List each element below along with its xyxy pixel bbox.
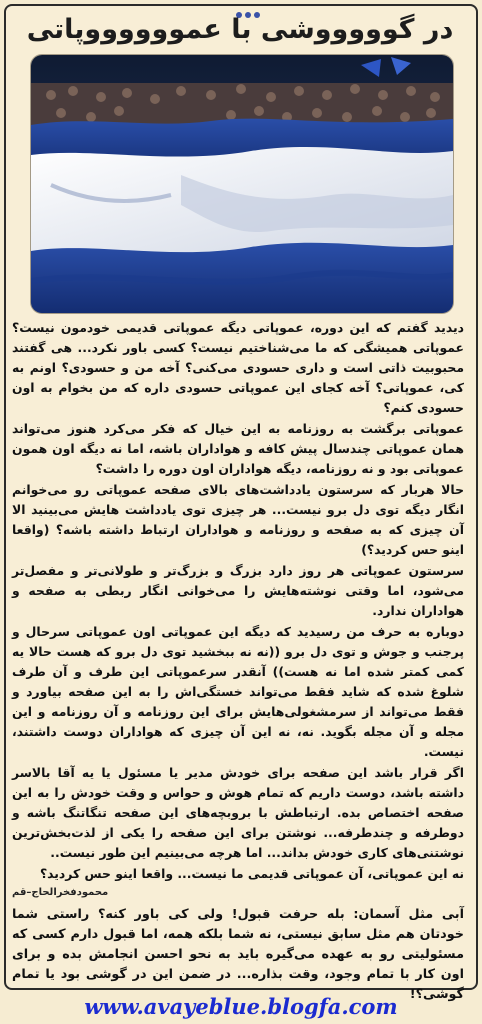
article-paragraph: دیدید گفتم که این دوره، عموپاتی دیگه عموپاتی قدیمی خودمون نیست؟ عموپاتی همیشگی که ما می‌شناختیم نیست؟ کسی باور نکرد... هی گفتند محبوبیت ذاتی است و داری حسودی می‌کنی؟ آخه من و حسودی؟ اونم به کی، عموپاتی؟ آخه کجای این عموپاتی حسودی داره که من بخوام به اون حسودی کنم؟ [12,320,464,415]
reply-text: بله حرفت قبول! ولی کی باور کنه؟ راستی شما خودتان هم مثل سابق نیستی، نه شما بلکه همه، اما قبول دارم کسی که مسئولیتی رو به عهده می‌گیره باید به نحو احسن انجامش بده و برای اون کار با تمام وجود، وقت بذاره... در ضمن این در گوشی بود یا تمام گوشی؟! [12,907,464,1002]
article-paragraph: اگر قرار باشد این صفحه برای خودش مدیر یا مسئول یا یه آقا بالاسر داشته باشد، دوست داریم که تمام هوش و حواس و وقت خودش را به این صفحه اختصاص بده. ارتباطش با بروبچه‌های این صفحه تنگاتنگ باشه و دوطرفه و چندطرفه... نوشتن برای این صفحه را یکی از لذت‌بخش‌ترین نوشتنی‌های کاری خودش بداند... اما هرچه می‌بینیم این طور نیست.. [12,765,464,860]
editor-reply [12,905,464,1005]
article-paragraph: دوباره به حرف من رسیدید که دیگه این عموپاتی اون عموپاتی سرحال و پرجنب و جوش و توی دل برو ((نه نه ببخشید توی دل برو که هست حالا یه کمی کمتر شده اما نه هست)) آنقدر سرعموپاتی این طرف و آن طرف شلوغ شده که شاید فقط می‌تواند خستگی‌اش را به این صفحه بیاورد و فقط می‌تواند از سرمشغولی‌هایش برای این روزنامه و آن روزنامه و این مجله و آن مجله بگوید. نه، نه این آن چیزی که هواداران دوست داشتند، نیست. [12,624,464,759]
article-title: در گوووووشی با عمووووووپاتی [26,14,454,45]
reply-speaker: آبی مثل آسمان: [353,907,464,922]
article-body [12,318,464,1005]
article-paragraph: عموپاتی برگشت به روزنامه به این خیال که فکر می‌کرد هنوز می‌تواند همان عموپاتی چندسال پیش کافه و هواداران باشه، اما نه دیگه اون همون عموپاتی بود و نه روزنامه، دیگه هواداران اون دوره را داشت؟ [12,421,464,476]
article-paragraph: حالا هربار که سرستون یادداشت‌های بالای صفحه عموپاتی رو می‌خوانم انگار دیگه توی دل برو نیست... هر چیزی توی یادداشت هایش می‌بینید الا آن چیزی که به صفحه و روزنامه و هواداران ارتباط داشته باشه؟ (واقعا اینو حس کردید؟) [12,482,464,557]
blog-url[interactable]: www.avayeblue.blogfa.com [84,994,398,1019]
article-paragraph: نه این عموپاتی، آن عموپاتی قدیمی ما نیست... واقعا اینو حس کردید؟ [39,866,464,881]
stadium-flag-photo [30,54,454,314]
article-author: محمودفخرالحاج–قم [12,887,109,898]
photo-illustration [31,55,453,313]
article-paragraph: سرستون عموپاتی هر روز دارد بزرگ و بزرگ‌تر و طولانی‌تر و مفصل‌تر می‌شود، اما وقتی نوشته‌هایش را می‌خوانی انگار ربطی به صفحه و هواداران ندارد. [12,563,464,618]
